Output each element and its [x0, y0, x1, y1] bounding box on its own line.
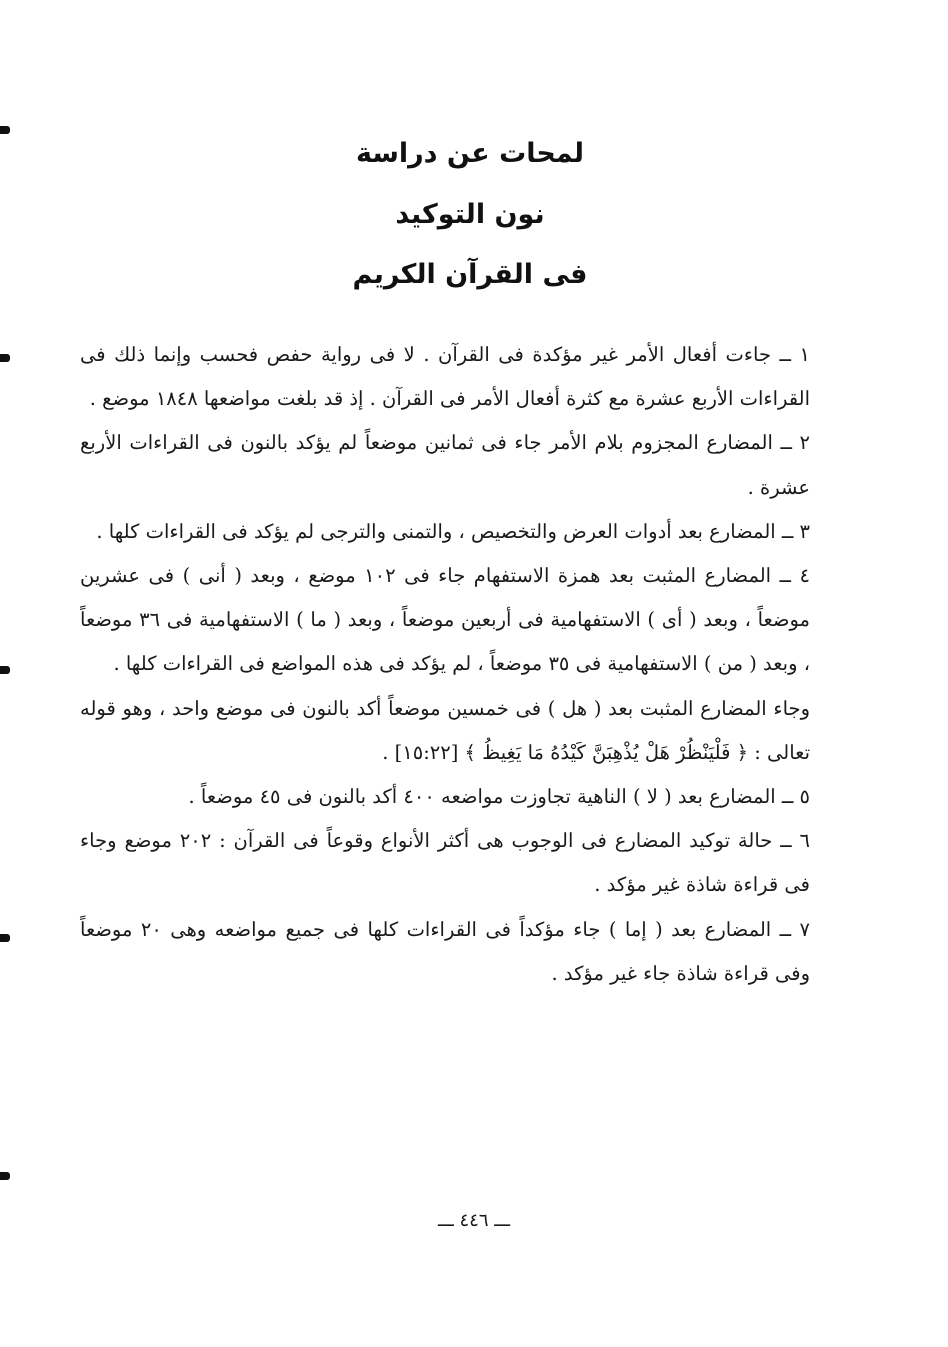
paragraph-1: ١ ــ جاءت أفعال الأمر غير مؤكدة فى القرآن . لا فى رواية حفص فحسب وإنما ذلك فى القراءات الأربع عشرة مع كثرة أفعال الأمر فى القرآن . إذ قد بلغت مواضعها ١٨٤٨ موضع .: [80, 343, 810, 411]
paragraph-2: ٢ ــ المضارع المجزوم بلام الأمر جاء فى ثمانين موضعاً لم يؤكد بالنون فى القراءات الأربع عشرة .: [80, 431, 810, 499]
paragraph-4: ٤ ــ المضارع المثبت بعد همزة الاستفهام جاء فى ١٠٢ موضع ، وبعد ( أنى ) فى عشرين موضعاً ، وبعد ( أى ) الاستفهامية فى أربعين موضعاً ، وبعد ( ما ) الاستفهامية فى ٣٦ موضعاً ، وبعد ( من ) الاستفهامية فى ٣٥ موضعاً ، لم يؤكد فى هذه المواضع فى القراءات كلها .: [80, 564, 810, 676]
paragraph-7: ٦ ــ حالة توكيد المضارع فى الوجوب هى أكثر الأنواع وقوعاً فى القرآن : ٢٠٢ موضع وجاء فى قراءة شاذة غير مؤكد .: [80, 829, 810, 897]
page-number: ـــ ٤٤٦ ـــ: [437, 1210, 511, 1231]
title-line-3: فى القرآن الكريم: [352, 259, 588, 290]
paragraph-8: ٧ ــ المضارع بعد ( إما ) جاء مؤكداً فى القراءات كلها فى جميع مواضعه وهى ٢٠ موضعاً وفى قراءة شاذة جاء غير مؤكد .: [80, 917, 811, 985]
paragraph-5: وجاء المضارع المثبت بعد ( هل ) فى خمسين موضعاً أكد بالنون فى موضع واحد ، وهو قوله تعالى : ﴿ فَلْيَنْظُرْ هَلْ يُذْهِبَنَّ كَيْدُهُ مَا يَغِيظُ ﴾ [١٥:٢٢] .: [80, 696, 810, 764]
body-text: [80, 333, 810, 996]
title-line-2: نون التوكيد: [395, 199, 545, 230]
binding-mark: [0, 354, 10, 362]
binding-mark: [0, 1172, 10, 1180]
binding-mark: [0, 126, 10, 134]
title-line-1: لمحات عن دراسة: [355, 138, 585, 169]
paragraph-3: ٣ ــ المضارع بعد أدوات العرض والتخصيص ، والتمنى والترجى لم يؤكد فى القراءات كلها .: [96, 519, 810, 543]
binding-mark: [0, 934, 10, 942]
paragraph-6: ٥ ــ المضارع بعد ( لا ) الناهية تجاوزت مواضعه ٤٠٠ أكد بالنون فى ٤٥ موضعاً .: [188, 785, 810, 809]
binding-mark: [0, 666, 10, 674]
